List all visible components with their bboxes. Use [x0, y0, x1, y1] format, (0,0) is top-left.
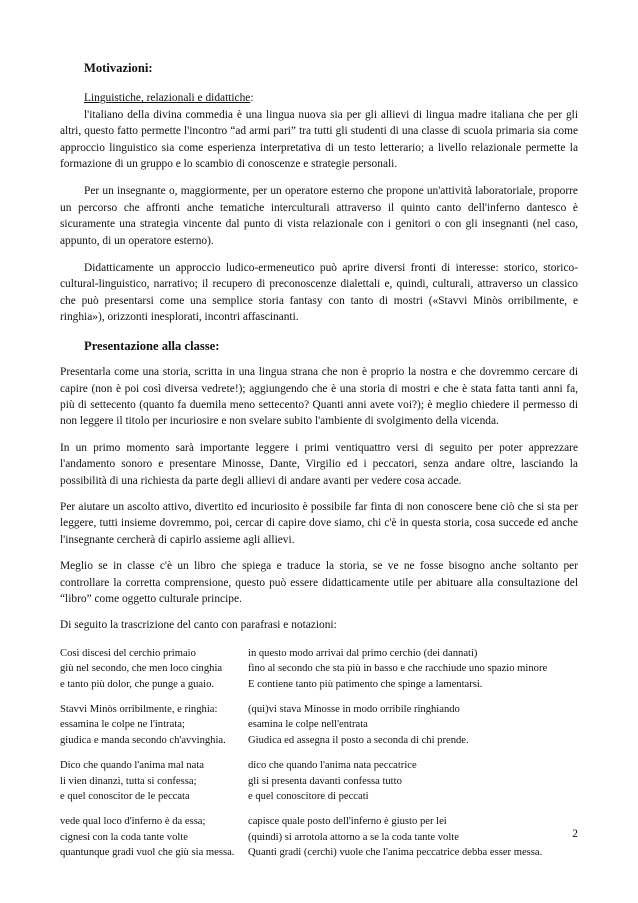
original-verses	[60, 702, 248, 748]
verse-line: e quel conoscitor de le peccata	[60, 791, 190, 803]
paragraph: l'italiano della divina commedia è una lingua nuova sia per gli allievi di lingua madre italiana che per gli altri, questo fatto permette l'incontro “ad armi pari” tra tutti gli studenti di una classe di scuola primaria sia come approccio linguistico sia come esperienza interpretativa di un testo letterario; a livello relazionale permette la formazione di un gruppo e lo scambio di conoscenze e strategie personali.	[60, 108, 578, 171]
paraphrase-line: capisce quale posto dell'inferno è giusto per lei	[248, 816, 447, 828]
page-number: 2	[572, 828, 578, 840]
paraphrase-line: fino al secondo che sta più in basso e che racchiude uno spazio minore	[248, 663, 548, 675]
paragraph: Per un insegnante o, maggiormente, per un operatore esterno che propone un'attività laboratoriale, proporre un percorso che affronti anche tematiche interculturali attraverso il quinto canto dell'inferno dantesco è sicuramente una strategia vincente dal punto di vista relazionale con i genitori o con gli insegnanti (nel caso, appunto, di un operatore esterno).	[60, 185, 578, 247]
paraphrase-line: Giudica ed assegna il posto a seconda di chi prende.	[248, 734, 469, 746]
motivazioni-subtitle-text: Linguistiche, relazionali e didattiche	[84, 92, 251, 105]
verse-line: Così discesi del cerchio primaio	[60, 647, 196, 659]
motivazioni-subtitle	[60, 90, 578, 106]
document-page	[60, 60, 578, 871]
verse-line: essamina le colpe ne l'intrata;	[60, 719, 185, 731]
paragraph: In un primo momento sarà importante leggere i primi ventiquattro versi di seguito per poter apprezzare l'andamento sonoro e presentare Minosse, Dante, Virgilio ed i peccatori, senza andare oltre, lasciando la possibilità di una richiesta da parte degli allievi di andare avanti per vedere cosa accade.	[60, 441, 578, 487]
paraphrase-line: dico che quando l'anima nata peccatrice	[248, 760, 417, 772]
paraphrase-line: in questo modo arrivai dal primo cerchio (dei dannati)	[248, 647, 478, 659]
canto-stanza	[60, 814, 578, 860]
verse-line: Stavvi Minòs orribilmente, e ringhia:	[60, 704, 218, 715]
section-heading-motivazioni: Motivazioni:	[84, 61, 153, 75]
paraphrase	[248, 758, 578, 804]
paragraph: Didatticamente un approccio ludico-ermeneutico può aprire diversi fronti di interesse: storico, storico-cultural-linguistico, narrativo; il recupero di preconoscenze dialettali e, quindi, culturali, attraverso un classico che può presentarsi come una semplice storia fantasy con tanto di mostri («Stavvi Minòs orribilmente, e ringhia»), orizzonti inesplorati, incontri affascinanti.	[60, 262, 578, 324]
paragraph: Meglio se in classe c'è un libro che spiega e traduce la storia, se ve ne fosse bisogno anche soltanto per controllare la corretta comprensione, questo può essere didatticamente utile per abituare alla consultazione del “libro” come oggetto culturale principe.	[60, 560, 578, 605]
paraphrase-line: Quanti gradi (cerchi) vuole che l'anima peccatrice debba esser messa.	[248, 847, 543, 859]
verse-line: e tanto più dolor, che punge a guaio.	[60, 678, 215, 690]
paraphrase	[248, 814, 578, 860]
paraphrase	[248, 646, 578, 692]
paraphrase-line: E contiene tanto più patimento che spinge a lamentarsi.	[248, 678, 483, 690]
verse-line: quantunque gradi vuol che giù sia messa.	[60, 847, 235, 859]
canto-transcription	[60, 646, 578, 861]
verse-line: giù nel secondo, che men loco cinghia	[60, 663, 223, 675]
paraphrase-line: gli si presenta davanti confessa tutto	[248, 775, 402, 787]
paragraph: Presentarla come una storia, scritta in una lingua strana che non è proprio la nostra e che dovremmo cercare di capire (non è poi così diversa vedrete!); aggiungendo che è una storia di mostri e che è stata fatta tanti anni fa, più di settecento (quanto fa duemila meno settecento? Quanti anni avete voi?); è meglio chiedere il permesso di non leggere il titolo per incuriosire e non svelare subito l'ambiente di svolgimento della vicenda.	[60, 366, 578, 428]
original-verses	[60, 814, 248, 860]
paraphrase-line: e quel conoscitore di peccati	[248, 791, 369, 803]
original-verses	[60, 646, 248, 692]
verse-line: vede qual loco d'inferno è da essa;	[60, 816, 206, 828]
paraphrase	[248, 702, 578, 748]
original-verses	[60, 758, 248, 804]
paragraph: Di seguito la trascrizione del canto con parafrasi e notazioni:	[60, 619, 337, 632]
verse-line: li vien dinanzi, tutta si confessa;	[60, 775, 197, 787]
verse-line: Dico che quando l'anima mal nata	[60, 760, 204, 772]
paraphrase-line: (quindi) si arrotola attorno a se la coda tante volte	[248, 831, 459, 843]
paraphrase-line: esamina le colpe nell'entrata	[248, 719, 368, 731]
canto-stanza	[60, 758, 578, 804]
section-heading-presentazione: Presentazione alla classe:	[84, 338, 220, 353]
canto-stanza	[60, 646, 578, 692]
motivazioni-subtitle-colon: :	[250, 92, 254, 105]
paragraph: Per aiutare un ascolto attivo, divertito ed incuriosito è possibile far finta di non conoscere bene ciò che si sta per leggere, tutti insieme dovremmo, poi, cercar di capire dove siamo, chi c'è in questa storia, cosa succede ed anche l'insegnante cercherà di capirlo assieme agli allievi.	[60, 500, 578, 546]
canto-stanza	[60, 702, 578, 748]
paraphrase-line: (qui)vi stava Minosse in modo orribile ringhiando	[248, 704, 460, 715]
verse-line: giudica e manda secondo ch'avvinghia.	[60, 734, 226, 746]
verse-line: cignesi con la coda tante volte	[60, 831, 188, 843]
